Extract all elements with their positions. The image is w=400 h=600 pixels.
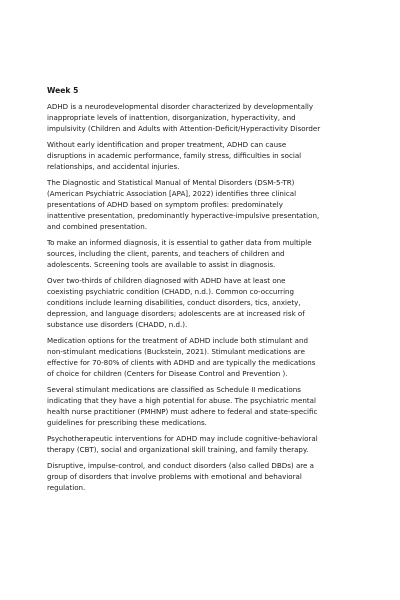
paragraph-line: non-stimulant medications (Buckstein, 2021). Stimulant medications are xyxy=(47,347,305,356)
paragraph xyxy=(47,101,362,134)
paragraph-line: regulation. xyxy=(47,483,86,492)
paragraph-line: guidelines for prescribing these medications. xyxy=(47,418,207,427)
paragraph-line: and combined presentation. xyxy=(47,222,147,231)
paragraph-line: Several stimulant medications are classified as Schedule II medications xyxy=(47,385,301,394)
paragraph xyxy=(47,177,362,232)
paragraph-line: Psychotherapeutic interventions for ADHD may include cognitive-behavioral xyxy=(47,434,318,443)
paragraph-line: indicating that they have a high potential for abuse. The psychiatric mental xyxy=(47,396,316,405)
paragraph-line: ADHD is a neurodevelopmental disorder characterized by developmentally xyxy=(47,102,314,111)
paragraph-line: impulsivity (Children and Adults with Attention-Deficit/Hyperactivity Disorder xyxy=(47,124,321,133)
paragraph-line: therapy (CBT), social and organizational skill training, and family therapy. xyxy=(47,445,309,454)
paragraph-line: health nurse practitioner (PMHNP) must adhere to federal and state-specific xyxy=(47,407,318,416)
paragraph-line: depression, and language disorders; adolescents are at increased risk of xyxy=(47,309,305,318)
paragraph-line: relationships, and accidental injuries. xyxy=(47,162,180,171)
paragraph-line: Over two-thirds of children diagnosed with ADHD have at least one xyxy=(47,276,286,285)
paragraph xyxy=(47,384,362,428)
paragraph-line: substance use disorders (CHADD, n.d.). xyxy=(47,320,188,329)
paragraph xyxy=(47,335,362,379)
paragraph-line: inappropriate levels of inattention, disorganization, hyperactivity, and xyxy=(47,113,296,122)
paragraph-line: Without early identification and proper treatment, ADHD can cause xyxy=(47,140,287,149)
paragraph xyxy=(47,433,362,455)
document-page xyxy=(47,85,362,498)
paragraph-line: disruptions in academic performance, family stress, difficulties in social xyxy=(47,151,302,160)
paragraph-line: Medication options for the treatment of ADHD include both stimulant and xyxy=(47,336,309,345)
paragraph-line: inattentive presentation, predominantly hyperactive-impulsive presentation, xyxy=(47,211,320,220)
paragraph xyxy=(47,460,362,493)
paragraph xyxy=(47,237,362,270)
paragraph-line: group of disorders that involve problems with emotional and behavioral xyxy=(47,472,302,481)
paragraph-line: effective for 70-80% of clients with ADHD and are typically the medications xyxy=(47,358,316,367)
paragraph-line: of choice for children (Centers for Disease Control and Prevention ). xyxy=(47,369,288,378)
paragraph-line: (American Psychiatric Association [APA], 2022) identifies three clinical xyxy=(47,189,297,198)
paragraph-line: The Diagnostic and Statistical Manual of Mental Disorders (DSM-5-TR) xyxy=(47,178,295,187)
paragraph-line: sources, including the client, parents, and teachers of children and xyxy=(47,249,285,258)
paragraph-line: presentations of ADHD based on symptom profiles: predominately xyxy=(47,200,283,209)
paragraph-line: conditions include learning disabilities, conduct disorders, tics, anxiety, xyxy=(47,298,301,307)
paragraph-line: adolescents. Screening tools are available to assist in diagnosis. xyxy=(47,260,276,269)
paragraph-list xyxy=(47,101,362,493)
paragraph xyxy=(47,275,362,330)
paragraph-line: To make an informed diagnosis, it is essential to gather data from multiple xyxy=(47,238,312,247)
paragraph-line: Disruptive, impulse-control, and conduct disorders (also called DBDs) are a xyxy=(47,461,315,470)
paragraph xyxy=(47,139,362,172)
paragraph-line: coexisting psychiatric condition (CHADD, n.d.). Common co-occurring xyxy=(47,287,295,296)
section-heading: Week 5 xyxy=(47,86,79,95)
